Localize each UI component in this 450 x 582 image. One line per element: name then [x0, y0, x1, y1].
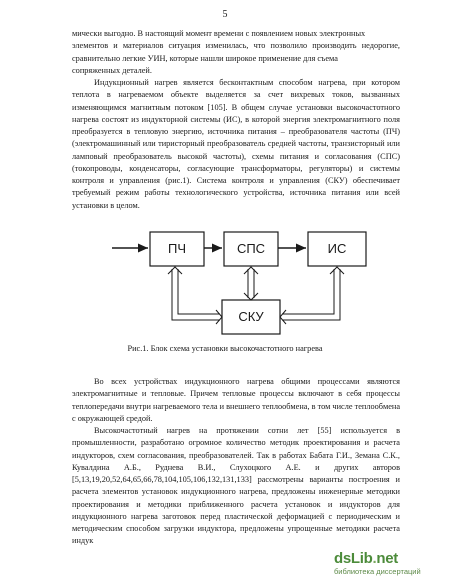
page-number: 5: [222, 9, 228, 20]
paragraph-continuation-2: элементов и материалов ситуация изменилась, что позволило производить недорогие, сравнительно легкие УИН, которые нашли широкое применение для съема: [72, 41, 400, 63]
label-sku: СКУ: [238, 309, 264, 324]
site-watermark: [334, 550, 444, 576]
paragraph-continuation-3: сопряженных деталей.: [72, 65, 152, 75]
link-is-sku: [280, 267, 344, 324]
label-is: ИС: [327, 241, 347, 256]
watermark-logo: dsLib.net: [334, 550, 398, 567]
paragraph-processes: Во всех устройствах индукционного нагрева общими процессами являются электромагнитные и тепловые. Причем тепловые процессы включают в себя процессы теплопередачи внутри нагреваемого тела и внешнего теплообмена, в том числе теплообмена с окружающей средой.: [72, 377, 401, 423]
intro-text-block: [72, 28, 400, 212]
paragraph-induction-heating: Индукционный нагрев является бесконтактным способом нагрева, при котором теплота в нагреваемом объекте выделяется за счет вихревых токов, вызванных изменяющимся магнитным потоком [105]. В общем случае установки высокочастотного нагрева состоят из индукторной системы (ИС), в которой энергия электромагнитного поля преобразуется в тепловую энергию, источника питания – преобразователя частоты (ПЧ) (электромашинный или тиристорный преобразователь средней частоты, транзисторный или ламповый преобразователь высокой частоты), схемы питания и согласования (СПС) (токопроводы, конденсаторы, согласующие трансформаторы, регуляторы) и системы контроля и управления (рис.1). Система контроля и управления (СКУ) обеспечивает требуемый режим работы технологического устройства, источника питания или всей установки в целом.: [72, 78, 400, 210]
paragraph-continuation-1: мически выгодно. В настоящий момент времени с появлением новых электронных: [72, 29, 366, 38]
label-pch: ПЧ: [167, 241, 186, 256]
block-diagram: [110, 228, 390, 340]
label-sps: СПС: [236, 241, 266, 256]
main-text-block: [72, 376, 400, 548]
watermark-subtitle: библиотека диссертаций: [334, 567, 421, 576]
link-pch-sku: [168, 267, 222, 324]
figure-caption: Рис.1. Блок схема установки высокочастотного нагрева: [127, 344, 323, 353]
link-sps-sku: [244, 267, 258, 300]
paragraph-history: Высокочастотный нагрев на протяжении сотни лет [55] используется в промышленности, разработано огромное количество методик проектирования и расчета индукторов, схем согласования, преобразователей. Так в работах Бабата Г.И., Земана С.К., Кувалдина А.Б., Руднева В.И., Слухоцкого А.Е. и других авторов [5,13,19,20,52,64,65,66,78,104,105,106,132,131,133] рассмотрены варианты построения и расчета элементов установок индукционного нагрева, предложены инженерные методики проектирования и методики приближенного расчета установок и индукторов для индукционного нагрева заготовок перед пластической деформацией с периодическим и методическим способом загрузки индуктора, предложены упрощенные методики расчета индук: [72, 426, 400, 546]
